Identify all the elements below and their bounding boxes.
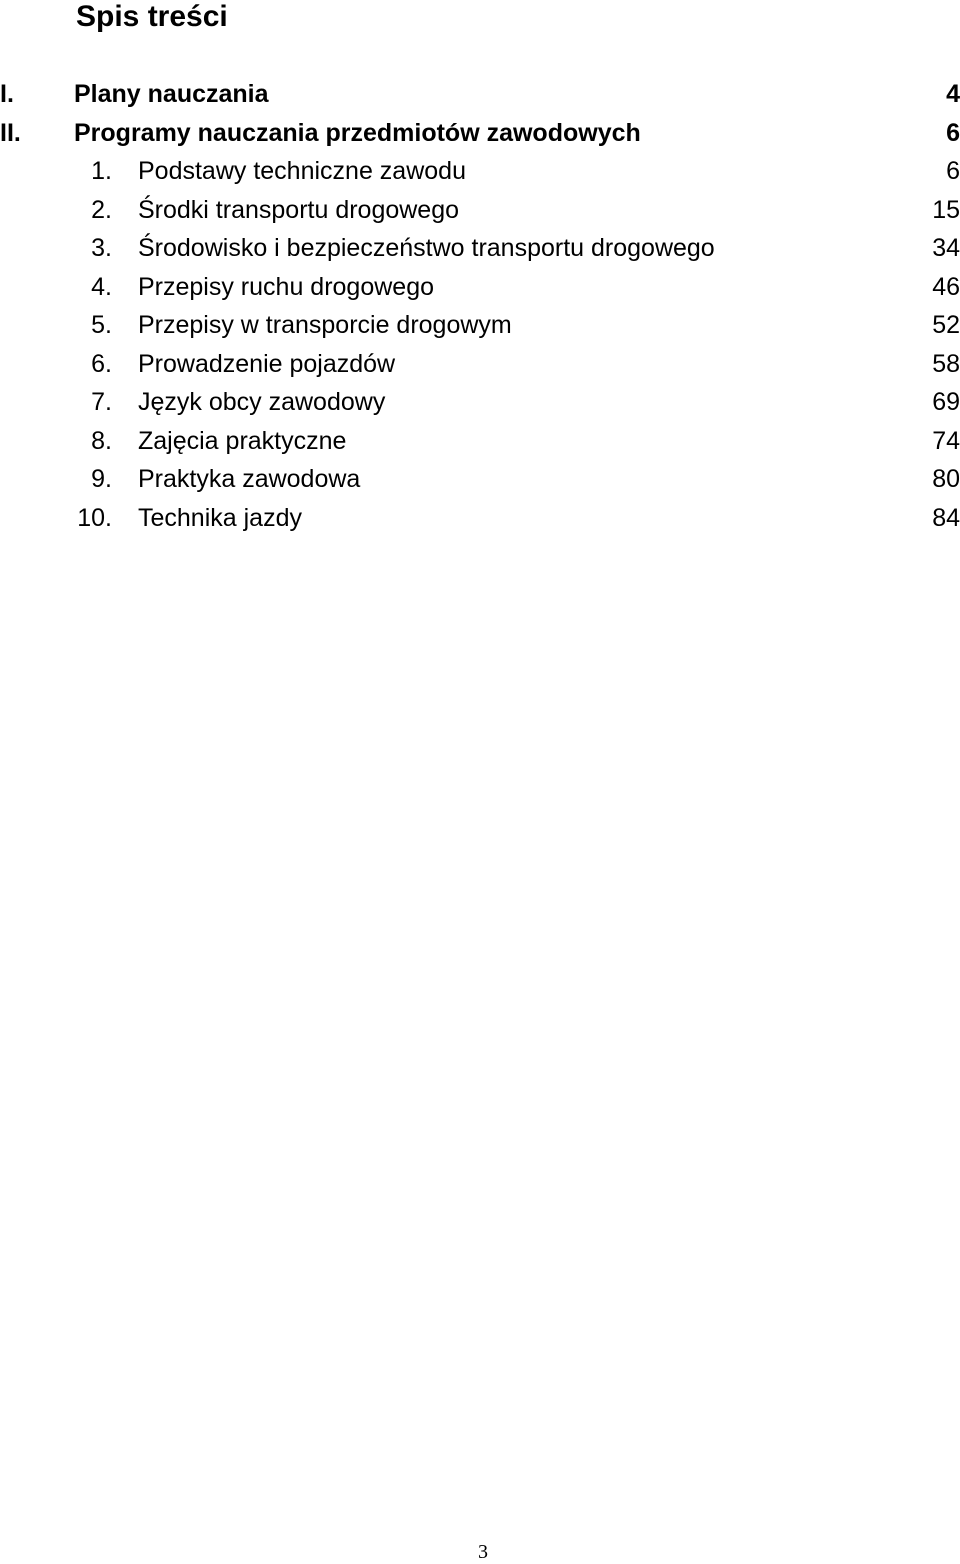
toc-entry-page: 74 (932, 426, 960, 455)
page-title: Spis treści (76, 0, 228, 33)
toc-entry-number: 5. (91, 311, 112, 339)
toc-entry-title: Prowadzenie pojazdów (138, 349, 396, 378)
toc-entry-title: Język obcy zawodowy (138, 388, 386, 416)
toc-entry-page: 4 (946, 80, 960, 108)
toc-entry-number: 6. (91, 349, 112, 378)
toc-entry-number: 9. (91, 465, 112, 493)
toc-entry-page: 58 (932, 349, 960, 378)
toc-entry-number: 7. (91, 388, 112, 416)
toc-entry-page: 46 (932, 272, 960, 301)
toc-entry-title: Przepisy w transporcie drogowym (138, 311, 512, 339)
toc-entry (0, 499, 960, 538)
toc-entry (0, 191, 960, 230)
toc-entry-title: Plany nauczania (74, 80, 269, 108)
toc-entry-number: 4. (91, 272, 112, 301)
toc-entry (0, 75, 960, 114)
toc-entry-number: 2. (91, 195, 112, 224)
toc-entry-page: 6 (946, 157, 960, 185)
toc-entry (0, 422, 960, 461)
toc-entry-page: 84 (932, 503, 960, 532)
toc-entry-number: I. (0, 80, 14, 108)
toc-entry (0, 229, 960, 268)
toc-entry-number: 8. (91, 426, 112, 455)
toc-entry-number: II. (0, 118, 21, 147)
toc-entry (0, 306, 960, 345)
toc-entry-page: 80 (932, 465, 960, 493)
toc-entry-page: 6 (946, 118, 960, 147)
toc-entry-page: 52 (932, 311, 960, 339)
toc-entry-page: 69 (932, 388, 960, 416)
toc-entry (0, 345, 960, 384)
page-number: 3 (478, 1541, 488, 1563)
toc-entry-title: Technika jazdy (138, 503, 302, 532)
toc-entry (0, 383, 960, 422)
table-of-contents (0, 75, 960, 537)
toc-entry-page: 15 (932, 195, 960, 224)
toc-entry (0, 460, 960, 499)
toc-entry (0, 114, 960, 153)
toc-entry-page: 34 (932, 234, 960, 262)
toc-entry-title: Środki transportu drogowego (138, 195, 460, 224)
toc-entry-number: 10. (77, 503, 112, 532)
toc-entry-title: Przepisy ruchu drogowego (138, 272, 434, 301)
toc-entry-number: 1. (91, 157, 112, 185)
toc-entry-title: Programy nauczania przedmiotów zawodowych (74, 118, 641, 147)
toc-entry-title: Środowisko i bezpieczeństwo transportu drogowego (138, 234, 715, 262)
toc-entry-number: 3. (91, 234, 112, 262)
toc-entry-title: Praktyka zawodowa (138, 465, 361, 493)
toc-entry (0, 268, 960, 307)
toc-entry-title: Podstawy techniczne zawodu (138, 157, 466, 185)
toc-entry (0, 152, 960, 191)
toc-entry-title: Zajęcia praktyczne (138, 426, 347, 455)
